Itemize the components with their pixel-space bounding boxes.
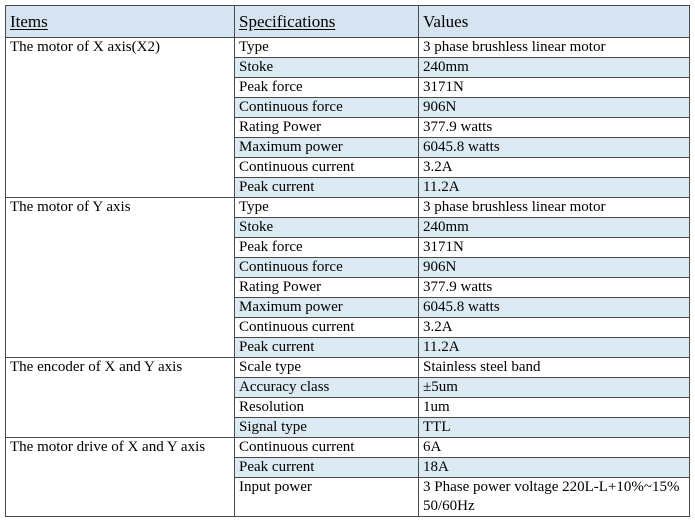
value-cell: ±5um [419, 378, 690, 398]
item-cell: The encoder of X and Y axis [6, 358, 235, 438]
spec-cell: Rating Power [235, 278, 419, 298]
table-row [6, 438, 690, 458]
item-cell: The motor of Y axis [6, 198, 235, 358]
spec-cell: Peak force [235, 78, 419, 98]
spec-cell: Peak force [235, 238, 419, 258]
value-cell: 377.9 watts [419, 118, 690, 138]
value-cell: 6A [419, 438, 690, 458]
value-cell: 18A [419, 458, 690, 478]
value-cell: 240mm [419, 218, 690, 238]
spec-cell: Continuous current [235, 438, 419, 458]
spec-cell: Peak current [235, 338, 419, 358]
value-cell: 11.2A [419, 338, 690, 358]
table-row [6, 198, 690, 218]
value-cell: TTL [419, 418, 690, 438]
value-cell: 3 phase brushless linear motor [419, 198, 690, 218]
item-cell: The motor of X axis(X2) [6, 38, 235, 198]
item-cell: The motor drive of X and Y axis [6, 438, 235, 517]
value-cell: 1um [419, 398, 690, 418]
value-cell: 6045.8 watts [419, 298, 690, 318]
value-cell: 906N [419, 258, 690, 278]
spec-cell: Accuracy class [235, 378, 419, 398]
value-cell: 906N [419, 98, 690, 118]
value-cell: 3.2A [419, 158, 690, 178]
table-row [6, 38, 690, 58]
spec-cell: Stoke [235, 58, 419, 78]
value-cell: Stainless steel band [419, 358, 690, 378]
spec-cell: Peak current [235, 178, 419, 198]
header-values: Values [419, 6, 690, 38]
spec-cell: Scale type [235, 358, 419, 378]
spec-cell: Type [235, 38, 419, 58]
spec-cell: Continuous force [235, 98, 419, 118]
value-cell: 11.2A [419, 178, 690, 198]
table-row [6, 358, 690, 378]
value-cell: 3.2A [419, 318, 690, 338]
header-items: Items [6, 6, 235, 38]
spec-cell: Signal type [235, 418, 419, 438]
spec-cell: Continuous current [235, 318, 419, 338]
spec-cell: Peak current [235, 458, 419, 478]
spec-cell: Continuous current [235, 158, 419, 178]
spec-cell: Input power [235, 478, 419, 517]
header-specifications: Specifications [235, 6, 419, 38]
spec-cell: Resolution [235, 398, 419, 418]
value-cell: 3 phase brushless linear motor [419, 38, 690, 58]
spec-cell: Type [235, 198, 419, 218]
specifications-table [5, 5, 690, 517]
value-cell: 3171N [419, 78, 690, 98]
value-cell: 3 Phase power voltage 220L-L+10%~15% 50/60Hz [419, 478, 690, 517]
spec-cell: Rating Power [235, 118, 419, 138]
value-cell: 3171N [419, 238, 690, 258]
header-row [6, 6, 690, 38]
spec-cell: Maximum power [235, 298, 419, 318]
spec-cell: Maximum power [235, 138, 419, 158]
value-cell: 6045.8 watts [419, 138, 690, 158]
spec-cell: Continuous force [235, 258, 419, 278]
value-cell: 240mm [419, 58, 690, 78]
spec-cell: Stoke [235, 218, 419, 238]
value-cell: 377.9 watts [419, 278, 690, 298]
